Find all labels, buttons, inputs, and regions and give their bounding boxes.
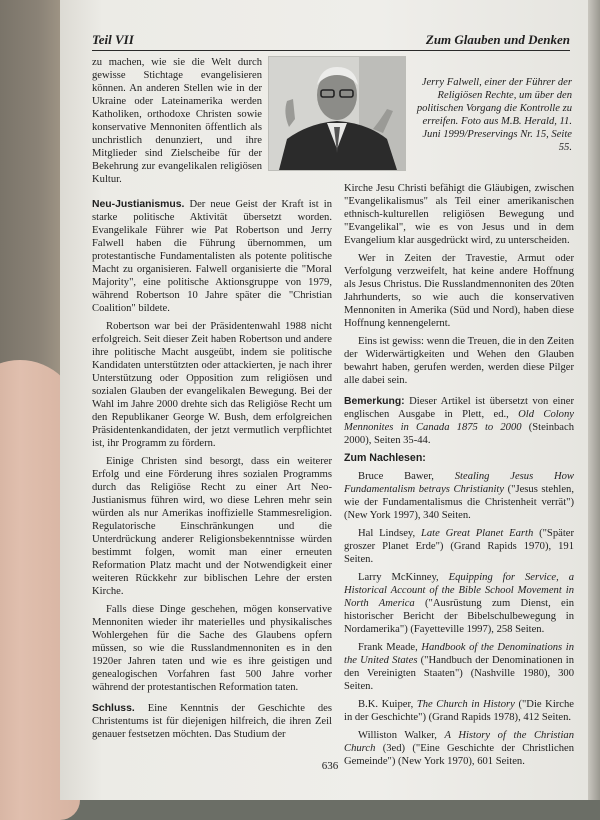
further-reading-title: Zum Nachlesen: <box>344 452 426 464</box>
reference-item <box>344 641 574 693</box>
ref-details: ("Später groszer Planet Erde") (Grand Rapids 1970), 191 Seiten. <box>344 528 574 565</box>
ref-author: Williston Walker, <box>358 730 445 741</box>
ref-details: ("Handbuch der Denominationen in den Vereinigten Staaten") (Nashville 1980), 300 Seiten. <box>344 655 574 692</box>
ref-details: (3ed) ("Eine Geschichte der Christlichen Gemeinde") (New York 1970), 601 Seiten. <box>344 743 574 767</box>
note-paragraph <box>344 395 574 447</box>
running-header <box>92 30 570 51</box>
ref-details: ("Ausrüstung zum Dienst, ein historischer Bericht der Bibelschulbewegung in Nordamerika") (Fayetteville 1997), 258 Seiten. <box>344 598 574 635</box>
reference-item <box>344 470 574 522</box>
ref-details: ("Jesus stehlen, wie der Fundamentalismus die Christenheit verrät") (New York 1997), 340 Seiten. <box>344 484 575 521</box>
ref-title: Late Great Planet Earth <box>420 528 534 539</box>
ref-details: ("Die Kirche in der Geschichte") (Grand Rapids 1978), 412 Seiten. <box>344 699 575 723</box>
section-title-schluss: Schluss. <box>92 703 135 714</box>
note-text-end: (Steinbach 2000), Seiten 35-44. <box>344 422 575 446</box>
ref-author: Bruce Bawer, <box>358 471 455 482</box>
ref-title: Equipping for Service, a Historical Account of the Bible School Movement in North America <box>344 572 574 609</box>
reference-list <box>344 470 574 768</box>
book-page <box>60 0 588 800</box>
ref-title: The Church in History <box>416 699 515 710</box>
ref-author: Larry McKinney, <box>358 572 449 583</box>
paragraph: Der neue Geist der Kraft ist in starke politische Aktivität übersetzt worden. Evangelikale Führer wie Pat Robertson und Jerry Falwell haben die Führung übernommen, um protestantische Fundamentalisten als potente politische Macht zu organisieren. Falwell organisierte die "Moral Majority", eine politische Aktionsgruppe von 1979, während Robertson 10 Jahre später die "Christian Coalition" bildete. <box>92 199 332 314</box>
header-part: Teil VII <box>92 32 134 47</box>
paragraph: Eine Kenntnis der Geschichte des Christentums ist für diejenigen hilfreich, die ihren Zeil genauer festsetzen möchten. Das Studium der <box>92 703 332 740</box>
note-text: Dieser Artikel ist übersetzt von einer englischen Ausgabe in Plett, ed., <box>344 396 574 420</box>
ref-title: A History of the Christian Church <box>344 730 574 754</box>
intro-paragraph: zu machen, wie sie die Welt durch gewisse Stichtage evangelisieren können. An anderen Stellen wie in der Ukraine oder Lateinamerika werden Katholiken, orthodoxe Christen sowie konservative Mennoniten öffentlich als unchristlich denunziert, und ihre Mitglieder sind Zielscheibe für der Bekehrung zur evangelikalen religiösen Kultur. <box>92 57 262 185</box>
photo-illustration <box>269 57 405 170</box>
paragraph: Robertson war bei der Präsidentenwahl 1988 nicht erfolgreich. Seit dieser Zeit haben Robertson und andere ihre politische Macht ausgeübt, indem sie politische Kandidaten unterstützten oder attackierten, je nach ihrer Unterstützung oder Opposition zum religiösen und sozialen Glauben der evangelikalen Bewegung. Bei der Wahl im Jahre 2000 drehte sich das Religiöse Recht um den Republikaner George W. Bush, dem erfolgreichen Präsidentenkandidaten, der jetzt vermutlich verpflichtet ist, ihr Programm zu fördern. <box>92 321 332 449</box>
note-title: Bemerkung: <box>344 396 405 407</box>
ref-author: B.K. Kuiper, <box>358 699 417 710</box>
reference-item <box>344 527 574 566</box>
ref-author: Frank Meade, <box>358 642 422 653</box>
note-book-title: Old Colony Mennonites in Canada 1875 to 2000 <box>344 409 574 433</box>
reference-item <box>344 698 574 724</box>
reference-item <box>344 571 574 636</box>
page-number: 636 <box>321 760 339 772</box>
reference-item <box>344 729 574 768</box>
paragraph: Falls diese Dinge geschehen, mögen konservative Mennoniten wieder ihr materielles und physikalisches Wohlergehen für die Sache des Glaubens opfern müssen, so wie die Russlandmennoniten es in den 1920er Jahren taten und wie es ihre geistigen und genealogischen Vorfahren fast 500 Jahre vorher während der protestantischen Reformation taten. <box>92 604 332 693</box>
intro-paragraph-column <box>92 56 262 191</box>
header-chapter-title: Zum Glauben und Denken <box>425 32 570 47</box>
left-column <box>92 198 332 746</box>
ref-title: Stealing Jesus How Fundamentalism betrays Christianity <box>344 471 574 495</box>
photo-caption: Jerry Falwell, einer der Führer der Religiösen Rechte, um über den politischen Vorgang die Kontrolle zu erreifen. Foto aus M.B. Herald, 11. Juni 1999/Preservings Nr. 15, Seite 55. <box>416 77 572 153</box>
paragraph: Eins ist gewiss: wenn die Treuen, die in den Zeiten der Widerwärtigkeiten und Wehen den Glauben bewahrt haben, gerufen werden, werden diese Pilger alle dabei sein. <box>344 336 574 386</box>
paragraph: Kirche Jesu Christi befähigt die Gläubigen, zwischen "Evangelikalismus" als Teil einer amerikanischen ethnisch-kulturellen religiösen Bewegung und "Evangelikal", wie es von Jesus und in dem Evangelium klar ausgedrückt wird, zu unterscheiden. <box>344 183 574 246</box>
ref-title: Handbook of the Denominations in the United States <box>344 642 574 666</box>
right-column <box>344 182 574 773</box>
paragraph: Einige Christen sind besorgt, dass ein weiterer Erfolg und eine Förderung ihres sozialen Programms durch das Religiöse Recht zu einer Art Neo-Justianismus führen wird, wo diese Lehren mehr sein würden als nur Amerikas inoffizielle Stammesreligion. Regulatorische Einschränkungen und die Unterdrückung anderer Religionsbekenntnisse würden bestimmt folgen, womit man einer erneuten Reformation Platz macht und der Notwendigkeit einer weiteren Rückkehr zur biblischen Lehre der ersten Kirche. <box>92 456 332 597</box>
ref-author: Hal Lindsey, <box>358 528 421 539</box>
falwell-photo <box>268 56 406 171</box>
paragraph: Wer in Zeiten der Travestie, Armut oder Verfolgung verzweifelt, hat keine andere Hoffnung als Jesus Christus. Die Russlandmennoniten des 20ten Jahrhunderts, so wie auch die konservativen Mennoniten in Amerika (Süd und Nord), haben diese Hoffnung kennengelernt. <box>344 253 574 329</box>
section-title-neu-justianismus: Neu-Justianismus. <box>92 199 185 210</box>
